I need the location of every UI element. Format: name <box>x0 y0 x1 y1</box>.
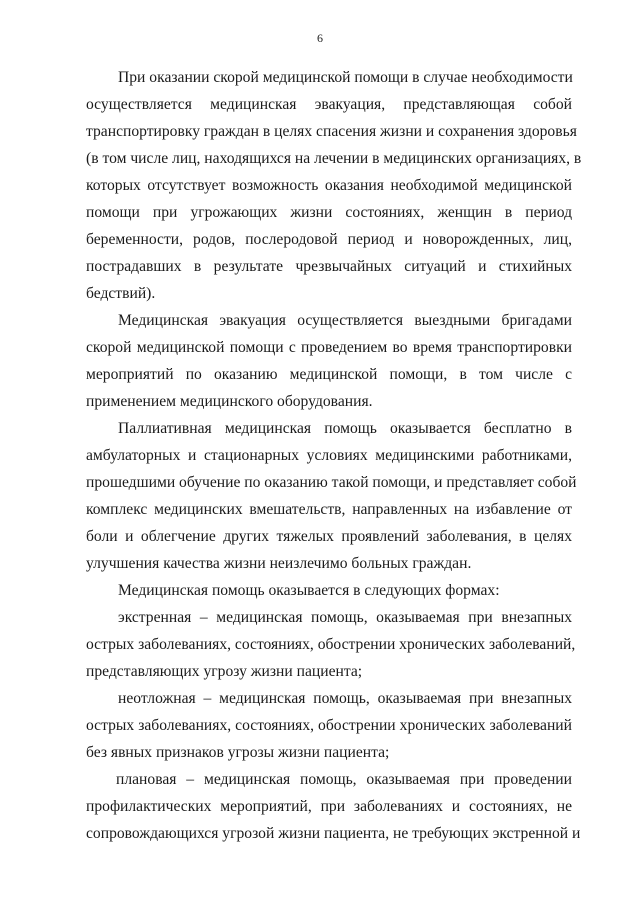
text-line: представляющих угрозу жизни пациента; <box>86 663 363 680</box>
text-line: профилактических мероприятий, при заболеваниях и состояниях, не <box>86 798 572 815</box>
text-line: осуществляется медицинская эвакуация, представляющая собой <box>86 96 572 113</box>
text-line: бедствий). <box>86 285 156 302</box>
text-line: прошедшими обучение по оказанию такой помощи, и представляет собой <box>86 474 577 491</box>
text-line: Паллиативная медицинская помощь оказывается бесплатно в <box>118 420 572 437</box>
text-line: экстренная – медицинская помощь, оказываемая при внезапных <box>118 609 572 626</box>
text-line: которых отсутствует возможность оказания необходимой медицинской <box>86 177 572 194</box>
text-line: комплекс медицинских вмешательств, направленных на избавление от <box>86 501 572 518</box>
text-line: острых заболеваниях, состояниях, обострении хронических заболеваний <box>86 717 572 734</box>
text-line: (в том числе лиц, находящихся на лечении в медицинских организациях, в <box>86 150 582 167</box>
text-line: без явных признаков угрозы жизни пациента; <box>86 744 390 761</box>
text-line: пострадавших в результате чрезвычайных ситуаций и стихийных <box>86 258 572 275</box>
text-line: Медицинская помощь оказывается в следующих формах: <box>118 582 500 599</box>
text-line: боли и облегчение других тяжелых проявлений заболевания, в целях <box>86 528 572 545</box>
text-line: острых заболеваниях, состояниях, обострении хронических заболеваний, <box>86 636 576 653</box>
text-line: применением медицинского оборудования. <box>86 393 373 410</box>
text-line: Медицинская эвакуация осуществляется выездными бригадами <box>118 312 572 329</box>
text-line: неотложная – медицинская помощь, оказываемая при внезапных <box>118 690 572 707</box>
text-line: беременности, родов, послеродовой период и новорожденных, лиц, <box>86 231 572 248</box>
text-line: сопровождающихся угрозой жизни пациента, не требующих экстренной и <box>86 825 581 842</box>
text-line: транспортировку граждан в целях спасения жизни и сохранения здоровья <box>86 123 577 140</box>
text-line: мероприятий по оказанию медицинской помощи, в том числе с <box>86 366 572 383</box>
text-line: плановая – медицинская помощь, оказываемая при проведении <box>116 771 572 788</box>
text-line: улучшения качества жизни неизлечимо больных граждан. <box>86 555 472 572</box>
text-line: помощи при угрожающих жизни состояниях, женщин в период <box>86 204 572 221</box>
page-number: 6 <box>317 31 323 45</box>
text-line: При оказании скорой медицинской помощи в случае необходимости <box>118 69 573 86</box>
text-line: амбулаторных и стационарных условиях медицинскими работниками, <box>86 447 572 464</box>
text-line: скорой медицинской помощи с проведением во время транспортировки <box>86 339 572 356</box>
